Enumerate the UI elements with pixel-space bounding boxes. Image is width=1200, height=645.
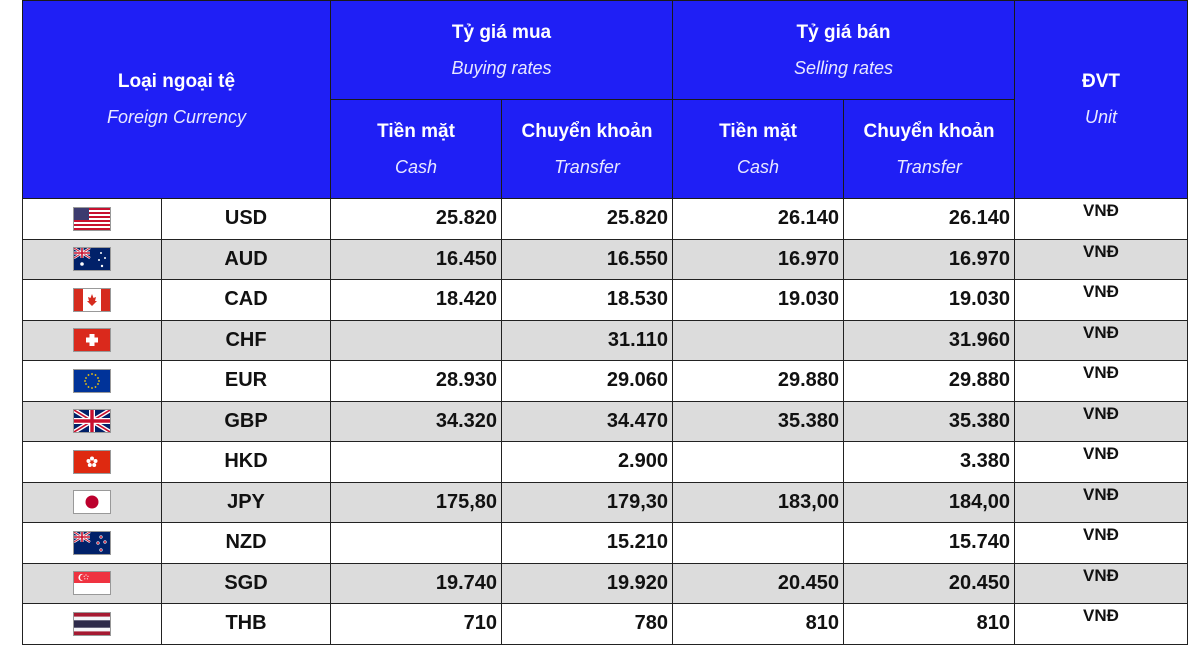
unit-header-label-en: Unit xyxy=(1084,107,1117,127)
currency-code: GBP xyxy=(162,401,331,442)
table-row xyxy=(23,401,1188,442)
flag-cell xyxy=(23,401,162,442)
sell-cash-header xyxy=(673,100,844,199)
unit-value: VNĐ xyxy=(1015,442,1188,483)
currency-code: CAD xyxy=(162,280,331,321)
sell-cash-value: 810 xyxy=(673,604,844,645)
unit-value: VNĐ xyxy=(1015,563,1188,604)
table-row xyxy=(23,523,1188,564)
sell-transfer-value: 810 xyxy=(844,604,1015,645)
flag-cell xyxy=(23,280,162,321)
sell-cash-value xyxy=(673,320,844,361)
sell-cash-label: Tiền mặt xyxy=(719,120,797,142)
buying-rates-header xyxy=(331,1,673,100)
currency-code: JPY xyxy=(162,482,331,523)
flag-cell xyxy=(23,604,162,645)
buy-transfer-label-en: Transfer xyxy=(554,156,620,177)
currency-code: CHF xyxy=(162,320,331,361)
currency-code: SGD xyxy=(162,563,331,604)
selling-rates-label-en: Selling rates xyxy=(793,57,894,78)
ch-flag-icon xyxy=(73,329,111,351)
sell-transfer-value: 20.450 xyxy=(844,563,1015,604)
buy-cash-value: 28.930 xyxy=(331,361,502,402)
gb-flag-icon xyxy=(73,410,111,432)
sell-transfer-value: 3.380 xyxy=(844,442,1015,483)
unit-value: VNĐ xyxy=(1015,482,1188,523)
flag-cell xyxy=(23,239,162,280)
sell-transfer-value: 29.880 xyxy=(844,361,1015,402)
sell-transfer-value: 31.960 xyxy=(844,320,1015,361)
buy-transfer-value: 19.920 xyxy=(502,563,673,604)
flag-cell xyxy=(23,482,162,523)
sell-transfer-value: 184,00 xyxy=(844,482,1015,523)
buy-transfer-value: 2.900 xyxy=(502,442,673,483)
sell-transfer-value: 19.030 xyxy=(844,280,1015,321)
buy-transfer-value: 780 xyxy=(502,604,673,645)
buy-cash-value: 175,80 xyxy=(331,482,502,523)
rate-table-body xyxy=(23,199,1188,645)
buy-cash-value: 25.820 xyxy=(331,199,502,240)
buy-cash-value xyxy=(331,320,502,361)
buy-cash-value: 19.740 xyxy=(331,563,502,604)
sell-transfer-value: 16.970 xyxy=(844,239,1015,280)
sell-transfer-value: 15.740 xyxy=(844,523,1015,564)
sell-cash-value: 19.030 xyxy=(673,280,844,321)
selling-rates-label: Tỷ giá bán xyxy=(796,21,891,43)
table-row xyxy=(23,320,1188,361)
unit-value: VNĐ xyxy=(1015,239,1188,280)
unit-header xyxy=(1015,1,1188,199)
unit-value: VNĐ xyxy=(1015,199,1188,240)
unit-value: VNĐ xyxy=(1015,604,1188,645)
buy-cash-header xyxy=(331,100,502,199)
au-flag-icon xyxy=(73,248,111,270)
sell-cash-value: 183,00 xyxy=(673,482,844,523)
ca-flag-icon xyxy=(73,288,111,310)
table-row xyxy=(23,482,1188,523)
buy-cash-value xyxy=(331,523,502,564)
jp-flag-icon xyxy=(73,491,111,513)
currency-code: NZD xyxy=(162,523,331,564)
flag-cell xyxy=(23,320,162,361)
buy-transfer-value: 179,30 xyxy=(502,482,673,523)
table-row xyxy=(23,361,1188,402)
flag-cell xyxy=(23,361,162,402)
currency-header xyxy=(23,1,331,199)
nz-flag-icon xyxy=(73,531,111,553)
sell-cash-value: 16.970 xyxy=(673,239,844,280)
buy-cash-value: 16.450 xyxy=(331,239,502,280)
buy-transfer-value: 15.210 xyxy=(502,523,673,564)
selling-rates-header xyxy=(673,1,1015,100)
buy-cash-value xyxy=(331,442,502,483)
currency-code: USD xyxy=(162,199,331,240)
table-row xyxy=(23,442,1188,483)
buy-transfer-value: 34.470 xyxy=(502,401,673,442)
buy-transfer-header xyxy=(502,100,673,199)
exchange-rate-table-container xyxy=(22,0,1187,645)
sell-transfer-value: 26.140 xyxy=(844,199,1015,240)
buy-transfer-value: 31.110 xyxy=(502,320,673,361)
th-flag-icon xyxy=(73,612,111,634)
table-row xyxy=(23,604,1188,645)
buy-cash-value: 18.420 xyxy=(331,280,502,321)
buy-transfer-value: 29.060 xyxy=(502,361,673,402)
unit-value: VNĐ xyxy=(1015,320,1188,361)
sell-transfer-label-en: Transfer xyxy=(896,156,962,177)
currency-code: HKD xyxy=(162,442,331,483)
currency-code: AUD xyxy=(162,239,331,280)
sell-transfer-header xyxy=(844,100,1015,199)
table-row xyxy=(23,280,1188,321)
currency-header-label: Loại ngoại tệ xyxy=(117,71,236,92)
currency-header-label-en: Foreign Currency xyxy=(106,107,247,127)
table-row xyxy=(23,239,1188,280)
flag-cell xyxy=(23,563,162,604)
buy-cash-label: Tiền mặt xyxy=(377,120,455,142)
unit-header-label: ĐVT xyxy=(1082,71,1120,92)
sell-cash-value: 26.140 xyxy=(673,199,844,240)
us-flag-icon xyxy=(73,207,111,229)
buy-cash-value: 710 xyxy=(331,604,502,645)
flag-cell xyxy=(23,523,162,564)
unit-value: VNĐ xyxy=(1015,523,1188,564)
flag-cell xyxy=(23,442,162,483)
buying-rates-label: Tỷ giá mua xyxy=(451,21,552,43)
buy-transfer-label: Chuyển khoản xyxy=(521,120,653,142)
table-row xyxy=(23,199,1188,240)
sell-cash-value: 20.450 xyxy=(673,563,844,604)
buying-rates-label-en: Buying rates xyxy=(451,57,552,78)
table-row xyxy=(23,563,1188,604)
sell-cash-label-en: Cash xyxy=(736,156,780,177)
sell-transfer-value: 35.380 xyxy=(844,401,1015,442)
buy-transfer-value: 18.530 xyxy=(502,280,673,321)
eu-flag-icon xyxy=(73,369,111,391)
currency-code: EUR xyxy=(162,361,331,402)
unit-value: VNĐ xyxy=(1015,280,1188,321)
buy-cash-value: 34.320 xyxy=(331,401,502,442)
exchange-rate-table xyxy=(22,0,1188,645)
sell-transfer-label: Chuyển khoản xyxy=(863,120,995,142)
sell-cash-value xyxy=(673,523,844,564)
buy-cash-label-en: Cash xyxy=(394,156,438,177)
sell-cash-value xyxy=(673,442,844,483)
buy-transfer-value: 16.550 xyxy=(502,239,673,280)
flag-cell xyxy=(23,199,162,240)
sell-cash-value: 35.380 xyxy=(673,401,844,442)
sell-cash-value: 29.880 xyxy=(673,361,844,402)
unit-value: VNĐ xyxy=(1015,361,1188,402)
currency-code: THB xyxy=(162,604,331,645)
buy-transfer-value: 25.820 xyxy=(502,199,673,240)
unit-value: VNĐ xyxy=(1015,401,1188,442)
hk-flag-icon xyxy=(73,450,111,472)
sg-flag-icon xyxy=(73,572,111,594)
